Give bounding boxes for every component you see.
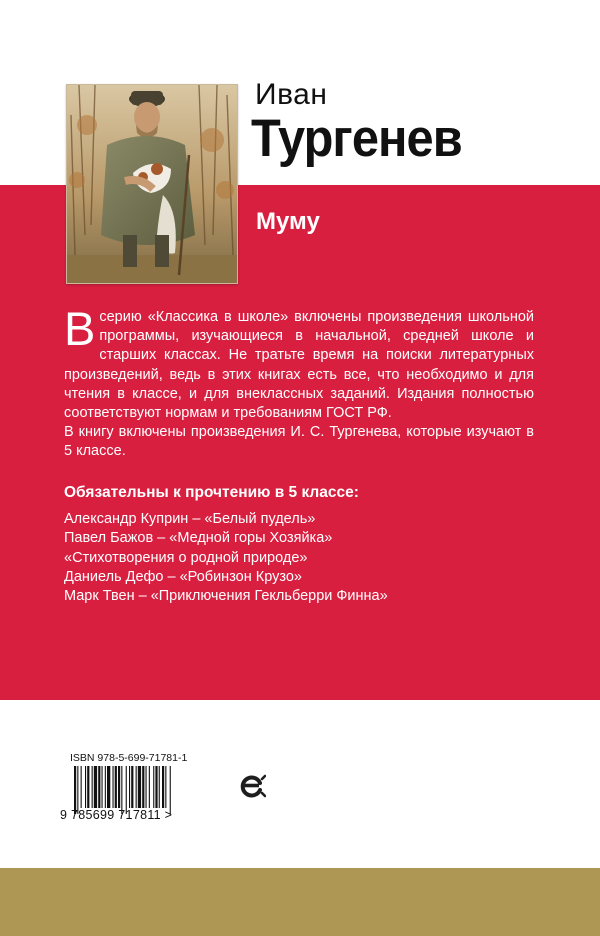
barcode-bar — [94, 766, 97, 808]
book-title: Муму — [256, 208, 320, 235]
barcode-bar — [131, 766, 133, 808]
barcode-bar — [74, 766, 76, 814]
barcode-bar — [81, 766, 82, 808]
barcode-bar — [98, 766, 100, 808]
list-item: Марк Твен – «Приключения Гекльберри Финна» — [64, 588, 388, 605]
barcode-bar — [153, 766, 154, 808]
barcode-bar — [92, 766, 93, 808]
list-item: Павел Бажов – «Медной горы Хозяйка» — [64, 530, 333, 547]
description-second-paragraph: В книгу включены произведения И. С. Тургенева, которые изучают в 5 классе. — [64, 424, 534, 460]
barcode-bar — [115, 766, 117, 808]
barcode-bar — [87, 766, 89, 808]
author-last-name: Тургенев — [251, 109, 462, 168]
isbn-text: ISBN 978-5-699-71781-1 — [70, 752, 188, 764]
barcode-bar — [107, 766, 110, 808]
required-reading-list — [64, 510, 388, 606]
description-text: серию «Классика в школе» включены произведения школьной программы, изучающиеся в начальной, средней школе и старших классах. Не тратьте время на поиски литературных произведений, ведь в этих книгах есть все, что необходимо и для чтения в классе, и для внеклассных заданий. Издания полностью соответствуют нормам и требованиям ГОСТ РФ. — [64, 309, 534, 422]
description-paragraph — [64, 302, 534, 423]
list-item: Даниель Дефо – «Робинзон Крузо» — [64, 568, 302, 585]
eksmo-e-logo-icon — [238, 771, 266, 801]
barcode-bar — [149, 766, 150, 808]
author-first-name: Иван — [255, 78, 328, 111]
description-block — [64, 302, 534, 462]
barcode-bar — [138, 766, 141, 808]
required-reading-heading: Обязательны к прочтению в 5 классе: — [64, 484, 359, 501]
list-item: «Стихотворения о родной природе» — [64, 549, 308, 566]
barcode-bar — [85, 766, 86, 808]
barcode-bar — [105, 766, 106, 808]
cover-painting — [66, 84, 238, 284]
barcode-bar — [113, 766, 114, 808]
barcode-bar — [170, 766, 171, 814]
barcode-bar — [162, 766, 164, 808]
drop-cap: В — [64, 302, 96, 355]
barcode-digits: 9 785699 717811 > — [60, 808, 173, 822]
barcode-bar — [165, 766, 166, 808]
barcode-bar — [129, 766, 130, 808]
barcode-bar — [77, 766, 78, 814]
barcode-bar — [136, 766, 137, 808]
barcode-bar — [126, 766, 127, 814]
barcode-bar — [146, 766, 147, 808]
gold-band — [0, 868, 600, 936]
barcode-bar — [121, 766, 122, 814]
barcode-bar — [118, 766, 120, 808]
list-item: Александр Куприн – «Белый пудель» — [64, 511, 316, 527]
barcode-bar — [142, 766, 144, 808]
barcode-bar — [155, 766, 157, 808]
barcode-bar — [102, 766, 103, 808]
barcode-bar — [159, 766, 160, 808]
